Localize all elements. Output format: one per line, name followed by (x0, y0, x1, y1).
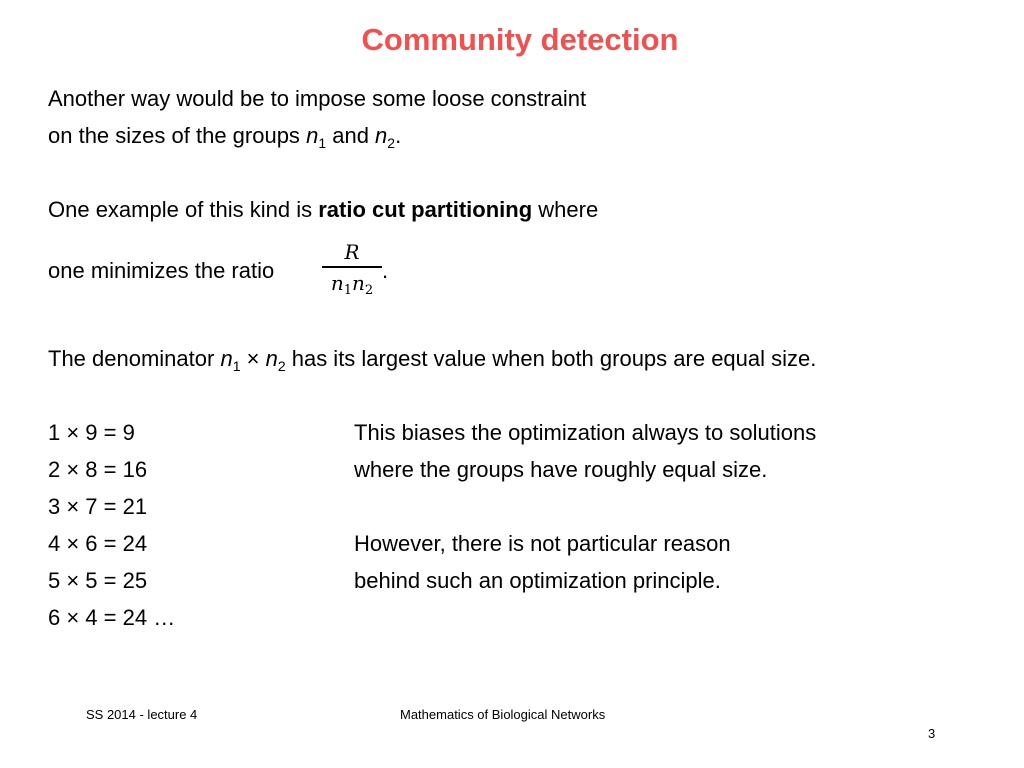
para1-line1: Another way would be to impose some loose constraint (48, 86, 587, 111)
var-n: n (265, 346, 278, 371)
sub-2: 2 (387, 135, 396, 151)
product-line: 1 × 9 = 9 (48, 420, 135, 445)
fraction-period: . (382, 258, 389, 283)
var-n: n (220, 346, 233, 371)
sub-1: 1 (232, 358, 241, 374)
para1-line2-text: on the sizes of the groups (48, 123, 307, 148)
para4 (48, 346, 816, 374)
para4-pre: The denominator (48, 346, 221, 371)
product-line: 6 × 4 = 24 … (48, 605, 176, 630)
ratio-fraction (322, 240, 382, 303)
para2-pre: One example of this kind is (48, 197, 319, 222)
para2-post: where (532, 197, 599, 222)
var-n: n (375, 123, 388, 148)
sub-2: 2 (277, 358, 286, 374)
product-line: 5 × 5 = 25 (48, 568, 148, 593)
product-line: 3 × 7 = 21 (48, 494, 148, 519)
para4-post: has its largest value when both groups are equal size. (285, 346, 817, 371)
note-line: behind such an optimization principle. (354, 568, 721, 593)
fraction-denominator: $n_1n_2$ (330, 271, 374, 298)
fraction-numerator: R (344, 240, 360, 264)
slide-title: Community detection (361, 22, 679, 57)
var-n: n (306, 123, 319, 148)
note-line: where the groups have roughly equal size. (354, 457, 768, 482)
para3-text: one minimizes the ratio (48, 258, 275, 283)
note-line: However, there is not particular reason (354, 531, 731, 556)
sub-1: 1 (318, 135, 327, 151)
para1-line2 (48, 123, 401, 151)
and-text: and (326, 123, 376, 148)
product-line: 2 × 8 = 16 (48, 457, 148, 482)
footer-course: Mathematics of Biological Networks (400, 707, 606, 722)
note-line: This biases the optimization always to solutions (354, 420, 817, 445)
period: . (395, 123, 402, 148)
product-line: 4 × 6 = 24 (48, 531, 148, 556)
para2 (48, 197, 598, 223)
fraction-bar (322, 266, 382, 268)
footer-lecture: SS 2014 - lecture 4 (86, 707, 198, 722)
ratio-cut-term: ratio cut partitioning (318, 197, 533, 222)
page-number: 3 (928, 726, 936, 741)
times-sign: × (240, 346, 266, 371)
